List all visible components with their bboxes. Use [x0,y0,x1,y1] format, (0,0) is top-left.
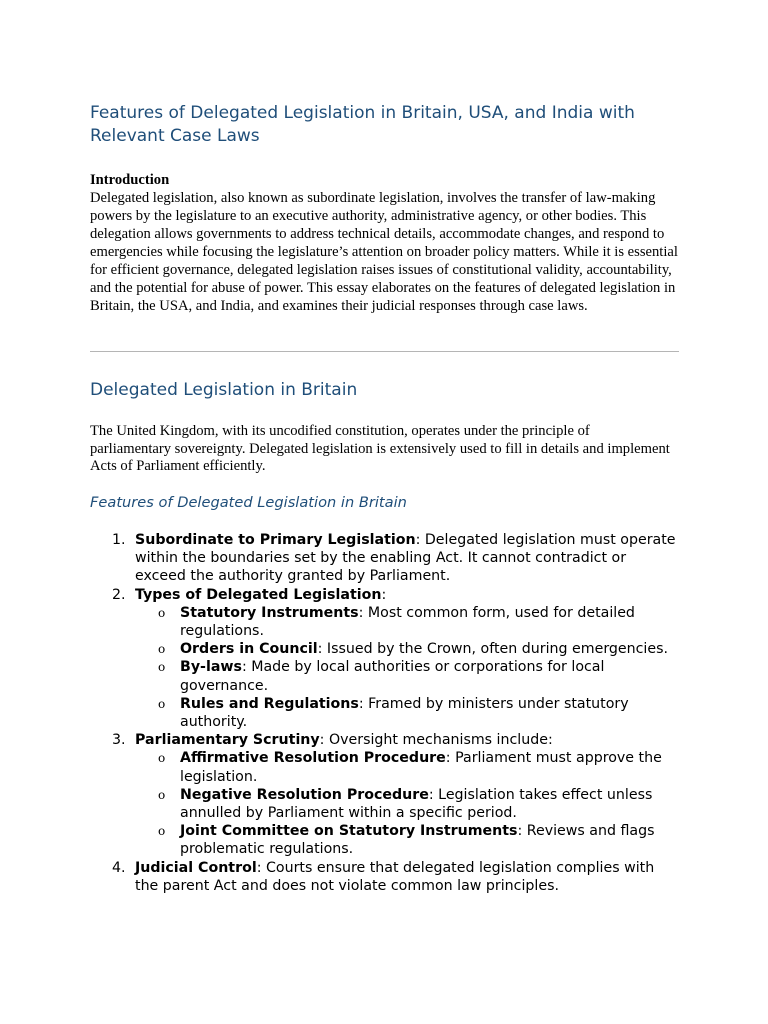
list-item [90,586,680,732]
sub-list-item [135,604,680,640]
sub-item-term: Negative Resolution Procedure [180,786,429,803]
sub-list-item [135,695,680,731]
list-number: 1. [112,532,126,548]
document-title: Features of Delegated Legislation in Britain, USA, and India with Relevant Case Laws [90,103,635,146]
sub-item-text: : Legislation takes effect unless annulled by Parliament within a specific period. [180,786,653,822]
bullet-marker: o [158,751,166,766]
sub-item-text: : Framed by ministers under statutory authority. [180,695,629,731]
features-list [90,531,680,895]
list-number: 3. [112,732,126,749]
feature-term: Subordinate to Primary Legislation [135,532,416,548]
section-intro-britain: The United Kingdom, with its uncodified constitution, operates under the principle of parliamentary sovereignty. Delegated legislation is extensively used to fill in details and implement Acts of Parliament efficiently. [90,423,670,475]
sub-item-term: Statutory Instruments [180,604,359,621]
features-subtitle: Features of Delegated Legislation in Britain [90,494,407,511]
list-item [90,731,680,858]
feature-term: Types of Delegated Legislation [135,586,382,603]
list-number: 4. [112,859,126,876]
sub-list-item [135,786,680,822]
sub-item-term: Rules and Regulations [180,695,359,712]
feature-text: : [381,586,387,603]
sub-item-term: Joint Committee on Statutory Instruments [180,823,518,840]
bullet-marker: o [158,642,166,657]
feature-text: : Oversight mechanisms include: [319,732,553,749]
introduction-section [90,171,680,315]
bullet-marker: o [158,787,166,802]
bullet-marker: o [158,824,166,839]
feature-text: : Delegated legislation must operate within the boundaries set by the enabling Act. It cannot contradict or exceed the authority granted by Parliament. [135,532,676,585]
feature-term: Judicial Control [135,859,257,876]
sub-list-item [135,749,680,785]
sub-list-item [135,658,680,694]
list-number: 2. [112,586,126,603]
list-item [90,859,680,895]
sub-item-text: : Parliament must approve the legislation. [180,750,662,785]
list-item [90,531,680,586]
sub-item-text: : Made by local authorities or corporations for local governance. [180,659,605,694]
sub-list-item [135,822,680,858]
sub-item-term: By-laws [180,659,242,676]
sub-item-text: : Reviews and flags problematic regulations. [180,823,655,858]
bullet-marker: o [158,660,166,675]
bullet-marker: o [158,696,166,711]
sub-item-text: : Most common form, used for detailed regulations. [180,604,635,640]
bullet-marker: o [158,605,166,620]
sub-item-term: Affirmative Resolution Procedure [180,750,446,767]
sub-list [135,749,680,858]
introduction-body: Delegated legislation, also known as subordinate legislation, involves the transfer of law-making powers by the legislature to an executive authority, administrative agency, or other bodies. This delegation allows governments to address technical details, accommodate changes, and respond to emergencies while focusing the legislature’s attention on broader policy matters. While it is essential for efficient governance, delegated legislation raises issues of constitutional validity, accountability, and the potential for abuse of power. This essay elaborates on the features of delegated legislation in Britain, the USA, and India, and examines their judicial responses through case laws. [90,190,678,314]
sub-list [135,604,680,731]
section-title-britain: Delegated Legislation in Britain [90,380,358,400]
sub-item-text: : Issued by the Crown, often during emergencies. [317,641,669,658]
sub-list-item [135,640,680,658]
horizontal-divider [90,351,679,352]
feature-text: : Courts ensure that delegated legislation complies with the parent Act and does not violate common law principles. [135,859,655,894]
introduction-heading: Introduction [90,172,170,188]
sub-item-term: Orders in Council [180,641,318,658]
feature-term: Parliamentary Scrutiny [135,732,320,749]
